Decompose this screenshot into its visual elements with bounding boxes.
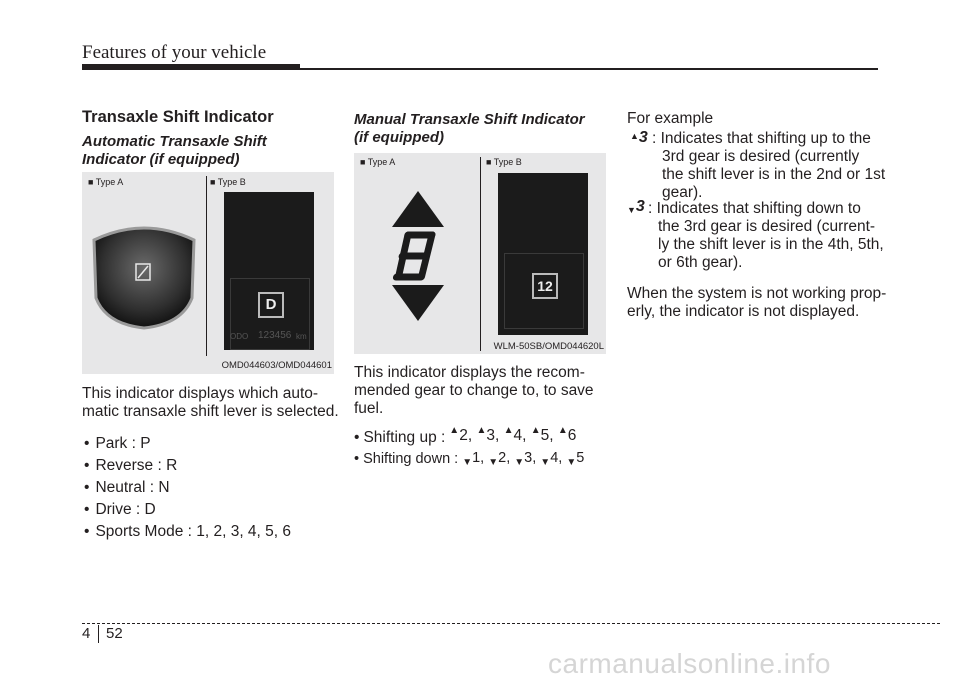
down-symbol: ▼3 [627,198,645,215]
odometer-value: 123456 [258,330,292,341]
note-line-1: When the system is not working prop- [627,285,887,302]
gear-item [462,450,488,466]
triangle-down-icon: ▼ [514,457,525,468]
up-desc-line-3: the shift lever is in the 2nd or 1st [662,166,886,183]
gear-number: 6 [567,427,577,444]
figure-divider [206,176,207,356]
subtitle-line-2: Indicator (if equipped) [82,151,240,168]
figure-caption: OMD044603/OMD044601 [221,360,332,371]
figure-type-a-label: ■ Type A [88,177,124,187]
gear-number: 3, [486,427,504,444]
gear-number: 3, [524,450,541,466]
list-item: • Park : P [84,433,291,455]
manual-subtitle-line-1: Manual Transaxle Shift Indicator [354,111,585,128]
gear-number: 5, [540,427,558,444]
triangle-down-icon: ▼ [462,457,473,468]
automatic-shift-figure [82,172,334,374]
shift-down-gears [462,449,584,469]
figure-type-b-label: ■ Type B [210,177,246,187]
gear-item [566,450,584,466]
gear-item [449,427,476,444]
page-number-separator [98,625,99,643]
gear-item [488,450,514,466]
shift-down-row: • Shifting down : $_▼$1, $_▼$2, $_▼$3, $_▼$4, $_▼$5 [354,450,585,468]
manual-subtitle-line-2: (if equipped) [354,129,444,146]
figure-caption: WLM-50SB/OMD044620L [493,341,604,352]
gear-item [540,450,566,466]
gear-number: 4, [513,427,531,444]
list-item: • Reverse : R [84,455,291,477]
type-b-cluster-display [498,173,588,335]
middle-paragraph-line-3: fuel. [354,400,384,417]
gear-item [476,427,503,444]
odometer-label: ODO [230,332,249,341]
down-desc-line-2: the 3rd gear is desired (current- [658,218,876,235]
page-header-title: Features of your vehicle [82,42,267,63]
shift-down-label: Shifting down : [363,451,459,467]
down-desc-line-1: : Indicates that shifting down to [648,200,861,217]
left-paragraph-line-2: matic transaxle shift lever is selected. [82,403,339,420]
list-item: • Neutral : N [84,477,291,499]
triangle-up-icon: ▲ [557,425,568,436]
triangle-up-icon: ▲ [503,425,514,436]
triangle-down-icon: ▼ [540,457,551,468]
type-a-indicator-bezel [82,220,206,332]
list-item: • Drive : D [84,499,291,521]
page-number: 52 [106,625,123,642]
gear-number: 1, [472,450,489,466]
down-desc-line-4: or 6th gear). [658,254,743,271]
chapter-number: 4 [82,625,91,642]
triangle-up-icon: ▲ [530,425,541,436]
list-item: • Sports Mode : 1, 2, 3, 4, 5, 6 [84,521,291,543]
up-desc-line-1: : Indicates that shifting up to the [652,130,871,147]
shift-up-gears [449,426,576,447]
gear-item [504,427,531,444]
section-title: Transaxle Shift Indicator [82,108,274,126]
down-desc-line-3: ly the shift lever is in the 4th, 5th, [658,236,884,253]
figure-divider [480,157,481,351]
triangle-down-icon: ▼ [566,457,577,468]
triangle-down-icon: ▼ [488,457,499,468]
left-paragraph-line-1: This indicator displays which auto- [82,385,319,402]
figure-type-a-label: ■ Type A [360,157,396,167]
shift-up-row: • Shifting up : ▲2, ▲3, ▲4, ▲5, ▲6 [354,425,577,446]
gear-item [558,427,577,444]
footer-dashed-rule [82,623,940,624]
triangle-up-icon: ▲ [476,425,487,436]
gear-number: 5 [576,450,585,466]
gear-number: 4, [550,450,567,466]
triangle-down-icon: ▼ [627,205,636,215]
watermark: carmanualsonline.info [548,648,831,679]
triangle-up-icon: ▲ [630,131,639,141]
up-desc-line-4: gear). [662,184,703,201]
odometer-unit: km [296,332,307,341]
subtitle-line-1: Automatic Transaxle Shift [82,133,267,150]
header-thick-rule [82,64,300,70]
gear-item [531,427,558,444]
gear-number: 2, [459,427,477,444]
gear-number: 2, [498,450,515,466]
shift-up-label: Shifting up : [363,429,446,446]
header-thin-rule [300,68,878,70]
gear-item [514,450,540,466]
gear-bullet-list [84,433,291,543]
middle-paragraph-line-1: This indicator displays the recom- [354,364,585,381]
type-b-cluster-display [224,192,314,350]
middle-paragraph-line-2: mended gear to change to, to save [354,382,594,399]
note-line-2: erly, the indicator is not displayed. [627,303,860,320]
figure-type-b-label: ■ Type B [486,157,522,167]
up-desc-line-2: 3rd gear is desired (currently [662,148,860,165]
gear-letter-display: D [258,292,284,318]
manual-shift-figure [354,153,606,354]
triangle-up-icon: ▲ [449,425,460,436]
example-label: For example [627,110,714,127]
type-a-shift-arrows [388,189,448,323]
gear-digit-display: 12 [532,273,558,299]
up-symbol: ▲3 [630,129,648,146]
